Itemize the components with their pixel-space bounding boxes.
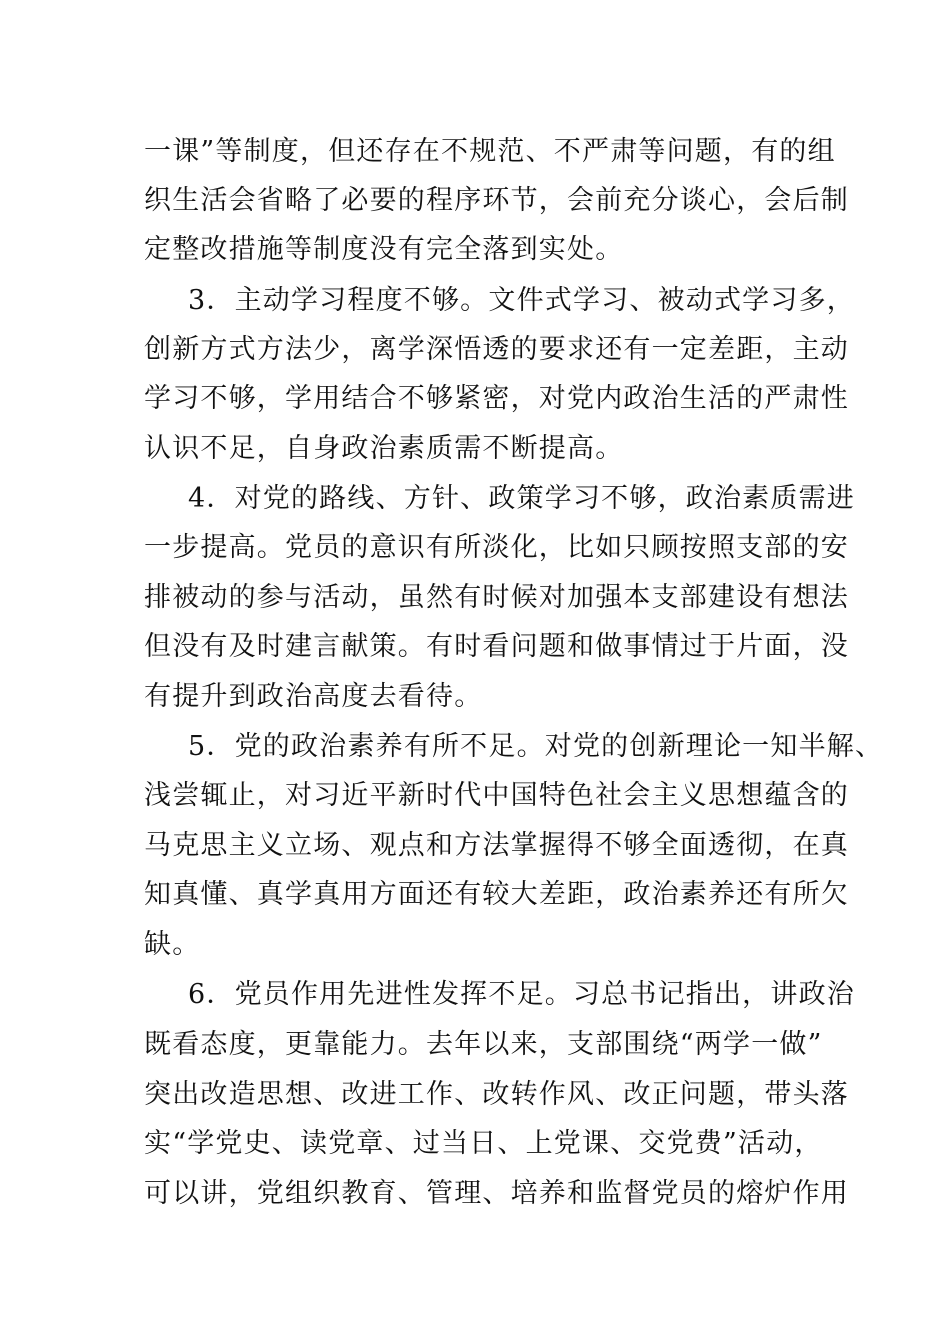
text-line: 既看态度，更靠能力。去年以来，支部围绕“两学一做”	[144, 1029, 823, 1060]
text-line: 有提升到政治高度去看待。	[144, 681, 483, 712]
text-line: 浅尝辄止，对习近平新时代中国特色社会主义思想蕴含的	[144, 780, 849, 811]
text-line: 但没有及时建言献策。有时看问题和做事情过于片面，没	[144, 631, 849, 662]
text-line: 织生活会省略了必要的程序环节，会前充分谈心，会后制	[144, 185, 849, 216]
text-line: 学习不够，学用结合不够紧密，对党内政治生活的严肃性	[144, 383, 849, 414]
text-line: 知真懂、真学真用方面还有较大差距，政治素养还有所欠	[144, 879, 849, 910]
paragraph-start-line: 4．对党的路线、方针、政策学习不够，政治素质需进	[188, 483, 855, 514]
text-line: 创新方式方法少，离学深悟透的要求还有一定差距，主动	[144, 334, 849, 365]
text-line: 一步提高。党员的意识有所淡化，比如只顾按照支部的安	[144, 532, 849, 563]
paragraph-start-line: 5．党的政治素养有所不足。对党的创新理论一知半解、	[188, 731, 884, 762]
text-line: 突出改造思想、改进工作、改转作风、改正问题，带头落	[144, 1079, 849, 1110]
text-line: 一课”等制度，但还存在不规范、不严肃等问题，有的组	[144, 136, 836, 167]
paragraph-start-line: 6．党员作用先进性发挥不足。习总书记指出，讲政治	[188, 979, 855, 1010]
text-line: 排被动的参与活动，虽然有时候对加强本支部建设有想法	[144, 582, 849, 613]
text-line: 认识不足，自身政治素质需不断提高。	[144, 433, 624, 464]
paragraph-start-line: 3．主动学习程度不够。文件式学习、被动式学习多，	[188, 285, 855, 316]
text-line: 缺。	[144, 929, 201, 960]
text-line: 实“学党史、读党章、过当日、上党课、交党费”活动，	[144, 1128, 823, 1159]
text-line: 可以讲，党组织教育、管理、培养和监督党员的熔炉作用	[144, 1178, 849, 1209]
text-line: 定整改措施等制度没有完全落到实处。	[144, 234, 624, 265]
text-line: 马克思主义立场、观点和方法掌握得不够全面透彻，在真	[144, 830, 849, 861]
